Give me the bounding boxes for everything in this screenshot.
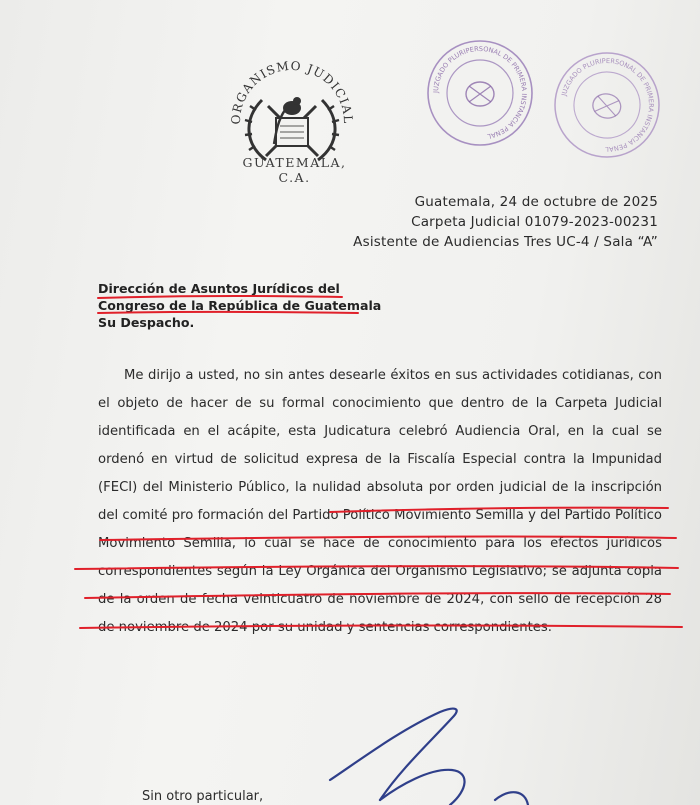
org-name-arch: ORGANISMO JUDICIAL bbox=[228, 58, 356, 125]
svg-text:JUZGADO PLURIPERSONAL DE PRIME bbox=[550, 48, 664, 161]
court-stamp-seal bbox=[425, 38, 535, 148]
addressee-line-1: Dirección de Asuntos Jurídicos del bbox=[98, 281, 340, 296]
reference-block bbox=[353, 192, 658, 252]
org-city: GUATEMALA, C.A. bbox=[242, 155, 347, 185]
closing-line: Sin otro particular, bbox=[142, 789, 264, 804]
letter-body-paragraph: Me dirijo a usted, no sin antes desearle éxitos en sus actividades cotidianas, con el objeto de hacer de su formal conocimiento que dentro de la Carpeta Judicial identificada en el acápite, esta Judicatura celebró Audiencia Oral, en la cual se ordenó en virtud de solicitud expresa de la Fiscalía Especial contra la Impunidad (FECI) del Ministerio Público, la nulidad absoluta por orden judicial de la inscripción del comité pro formación del Partido Político Movimiento Semilla y del Partido Político Movimiento Semilla, lo cual se hace de conocimiento para los efectos jurídicos correspondientes según la Ley Orgánica del Organismo Legislativo; se adjunta copia de la orden de fecha veinticuatro de noviembre de 2024, con sello de recepción 28 de noviembre de 2024 por su unidad y sentencias correspondientes. bbox=[98, 368, 662, 635]
court-stamp-seal-2 bbox=[542, 40, 672, 170]
addressee-block bbox=[98, 280, 381, 331]
addressee-line-2: Congreso de la República de Guatemala bbox=[98, 298, 382, 313]
seal-1-text: JUZGADO PLURIPERSONAL DE PRIMERA INSTANCIA PENAL bbox=[431, 44, 529, 141]
signature bbox=[330, 709, 528, 805]
case-folder-number: Carpeta Judicial 01079-2023-00231 bbox=[411, 214, 658, 230]
addressee-line-3: Su Despacho. bbox=[98, 315, 195, 330]
hearing-assistant: Asistente de Audiencias Tres UC-4 / Sala “A” bbox=[353, 234, 658, 250]
seal-2-text: JUZGADO PLURIPERSONAL DE PRIMERA INSTANCIA PENAL bbox=[560, 56, 656, 154]
place-date: Guatemala, 24 de octubre de 2025 bbox=[414, 194, 658, 210]
